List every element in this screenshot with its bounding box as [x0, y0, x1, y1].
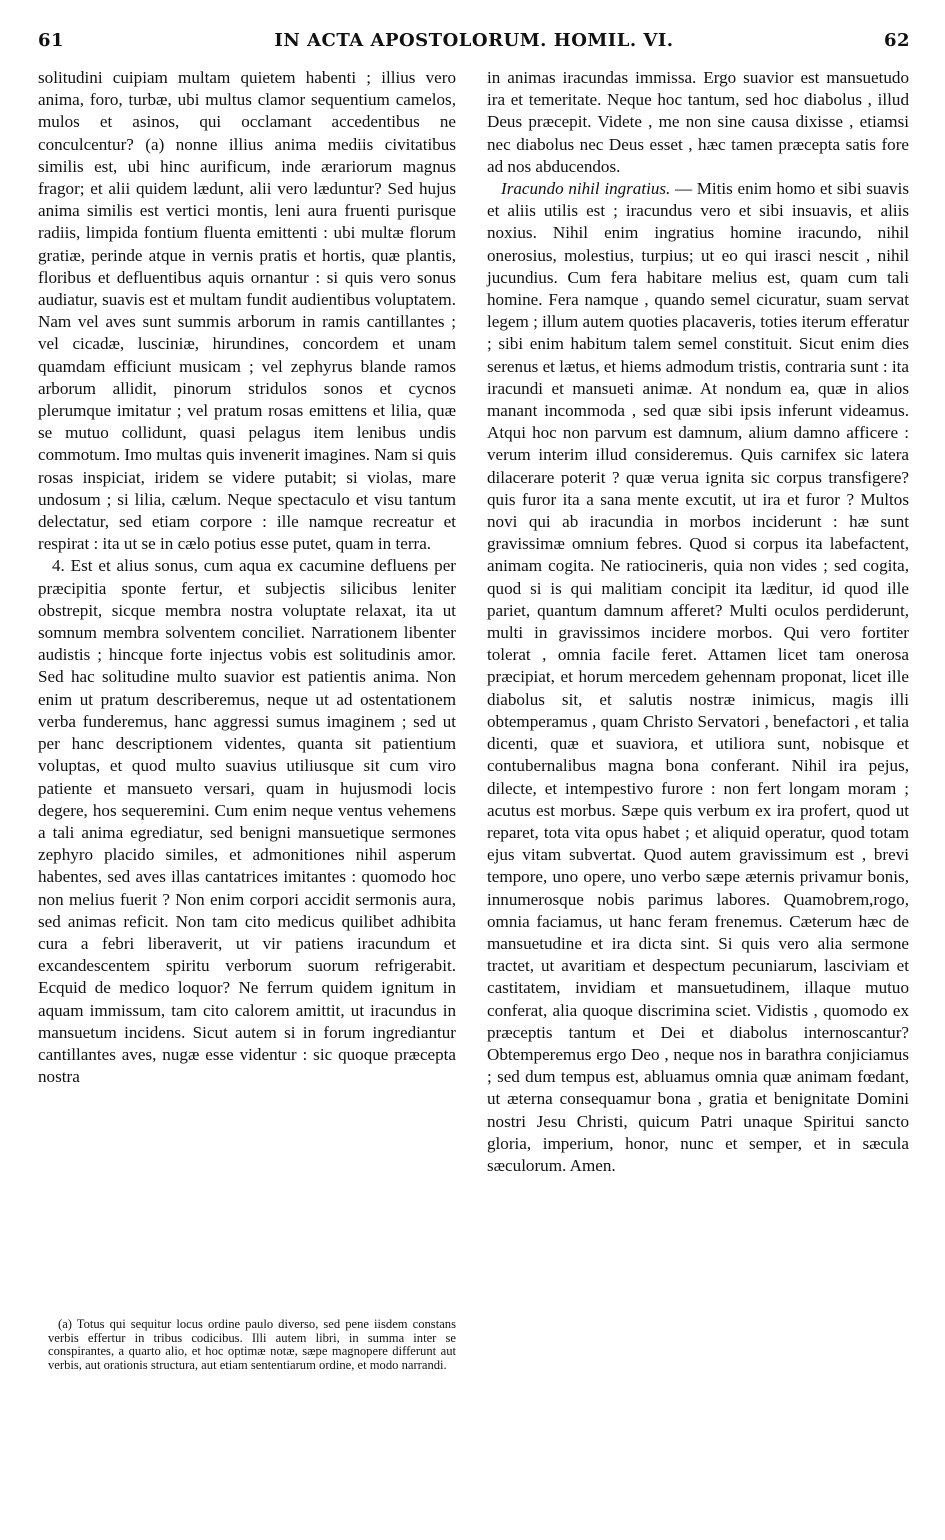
right-paragraph-2-body: — Mitis enim homo et sibi suavis et aliis utilis est ; iracundus vero et sibi insuavis, et aliis noxius. Nihil enim ingratius homine iracundo, nihil onerosius, molestius, turpius; ut eo qui irasci nescit , nihil jucundius. Cum fera habitare melius est, quam cum tali homine. Fera namque , quando semel cicuratur, suam servat legem ; illum autem quoties placaveris, toties iterum efferatur ; sibi enim habitum talem semel constituit. Sicut enim dies serenus et lætus, et hiems admodum tristis, contraria sunt : ita iracundi et mansueti animæ. At nondum ea, quæ in alios manant incommoda , sed quæ sibi ipsis inferunt videamus. Atqui hoc non parvum est damnum, alium damno afficere : verum interim illud consideremus. Quis carnifex sic latera dilacerare poterit ? quæ verua ignita sic corpus transfigere? quis furor ita a sana mente excutit, ut ira et furor ? Multos novi qui ab iracundia in morbos inciderunt : hæ sunt gravissimæ omnium febres. Quod si corpus ita labefactent, animam cogita. Ne ratiocineris, quia non vides ; sed cogita, quod si is qui malitiam concipit ita læditur, id quod ille pariet, quantum damnum afferet? Multi oculos perdiderunt, multi in gravissimos incidere morbos. Qui vero fortiter tolerat , omnia facile feret. Attamen licet tam onerosa præcipiat, et horum mercedem gehennam proponat, licet ille diabolus sit, et salutis nostræ inimicus, magis illi obtemperamus , quam Christo Servatori , benefactori , et talia dicenti, quæ et suaviora, et utiliora sunt, nobisque et contubernalibus magna bona conferant. Nihil ira pejus, dilecte, et intempestivo furore : non fert longam moram ; acutus est morbus. Sæpe quis verbum ex ira profert, quod ut reparet, tota vita opus habet ; et aliquid operatur, quod totam ejus vitam subvertat. Quod autem gravissimum est , brevi tempore, uno opere, uno verbo sæpe æternis privamur bonis, innumerosque nobis parimus labores. Quamobrem,rogo, omnia faciamus, ut hanc feram frenemus. Cæterum hæc de mansuetudine et ira dicta sint. Si quis vero alia sermone tractet, ut avaritiam et despectum pecuniarum, lasciviam et castitatem, invidiam et mansuetudinem, illaque mutuo conferat, alia quoque discrimina sciet. Vidistis , quomodo ex præceptis tantum et Dei et diabolus internoscantur? Obtemperemus ergo Deo , neque nos in barathra conjiciamus ; sed dum tempus est, abluamus omnia quæ animam fœdant, ut æterna consequamur bona , gratia et benignitate Domini nostri Jesu Christi, quicum Patri unaque Spiritui sancto gloria, imperium, honor, nunc et semper, et in sæcula sæculorum. Amen. [487, 179, 909, 1175]
right-paragraph-2 [487, 178, 909, 1177]
right-paragraph-1: in animas iracundas immissa. Ergo suavior est mansuetudo ira et temeritate. Neque hoc tantum, sed hoc diabolus , illud Deus præcepit. Videte , me non sine causa dixisse , etiamsi nec diabolus nec Deus esset , hæc tamen præcepta satis fore ad nos abducendos. [487, 68, 909, 176]
page-number-left: 61 [38, 30, 65, 51]
left-paragraph-2: 4. Est et alius sonus, cum aqua ex cacumine defluens per præcipitia sponte fertur, et subjectis silicibus leniter obstrepit, sicque membra nostra voluptate relaxat, ita ut somnum membra solventem conciliet. Narrationem libenter audistis ; hincque forte injectus vobis est solitudinis amor. Sed hac solitudine multo suavior est patientis anima. Non enim ut pratum describeremus, neque ut ad ostentationem verba funderemus, hanc aggressi sumus imaginem ; sed ut per hanc descriptionem videntes, quanta sit patientium voluptas, et quod multo suavius utiliusque sit cum viro patiente et mansueto versari, quam in hujusmodi locis degere, hos sequeremini. Cum enim neque ventus vehemens a tali anima egrediatur, sed benigni mansuetique sermones zephyro placido similes, et admonitiones nihil asperum habentes, sed aves illas cantatrices imitantes : quomodo hoc non melius fuerit ? Non enim corpori accidit sermonis aura, sed animas reficit. Non tam cito medicus quilibet adhibita cura a febri liberaverit, ut vir patiens iracundum et excandescentem spiritu verborum suorum refrigerabit. Ecquid de medico loquor? Ne ferrum quidem ignitum in aquam immissum, tam cito calorem amittit, ut iracundus in mansuetum incidens. Sicut autem si in forum ingrediantur cantillantes aves, nugæ esse videntur : sic quoque præcepta nostra [38, 556, 456, 1087]
page-number-right: 62 [883, 30, 910, 51]
left-paragraph-1: solitudini cuipiam multam quietem habenti ; illius vero anima, foro, turbæ, ubi multus clamor sequentium camelos, mulos et asinos, qui occlamant accedentibus ne conculcentur? (a) nonne illius anima mediis civitatibus similis est, ubi hinc aurificum, inde ærariorum magnus fragor; et alii quidem lædunt, alii vero læduntur? Sed hujus anima similis est vertici montis, leni aura fruenti purisque radiis, limpida fontium fluenta emittenti : ubi multæ florum gratiæ, perinde atque in vernis pratis et hortis, quæ plantis, floribus et defluentibus aquis ornantur : si quis vero sonus audiatur, suavis est et multam fundit audientibus voluptatem. Nam vel aves sunt summis arborum in ramis cantillantes ; vel cicadæ, lusciniæ, hirundines, concordem et unam quamdam efficiunt musicam ; vel zephyrus blande ramos arborum allidit, pinorum stridulos sonos et cycnos plerumque imitatur ; vel pratum rosas emittens et lilia, quæ se mutuo collidunt, quasi pelagus item lenibus undis commotum. Imo multas quis invenerit imagines. Nam si quis rosas inspiciat, iridem se videre putabit; si violas, mare undosum ; si lilia, cælum. Neque spectaculo et visu tantum delectatur, sed etiam corpore : ille namque recreatur et respirat : ita ut se in cælo potius esse putet, quam in terra. [38, 68, 456, 554]
footnote-text: (a) Totus qui sequitur locus ordine paulo diverso, sed pene iisdem constans verbis effertur in tribus codicibus. Illi autem libri, in summa inter se conspirantes, a quarto alio, et hoc optimæ notæ, sæpe magnopere differunt aut verbis, aut orationis structura, aut etiam sententiarum ordine, et modo narrandi. [48, 1317, 456, 1372]
footnote [48, 1318, 456, 1372]
section-heading: Iracundo nihil ingratius. [501, 179, 671, 199]
running-title: IN ACTA APOSTOLORUM. HOMIL. VI. [274, 30, 674, 51]
left-column [38, 67, 456, 1088]
right-column [487, 67, 909, 1177]
page-header [38, 30, 910, 60]
